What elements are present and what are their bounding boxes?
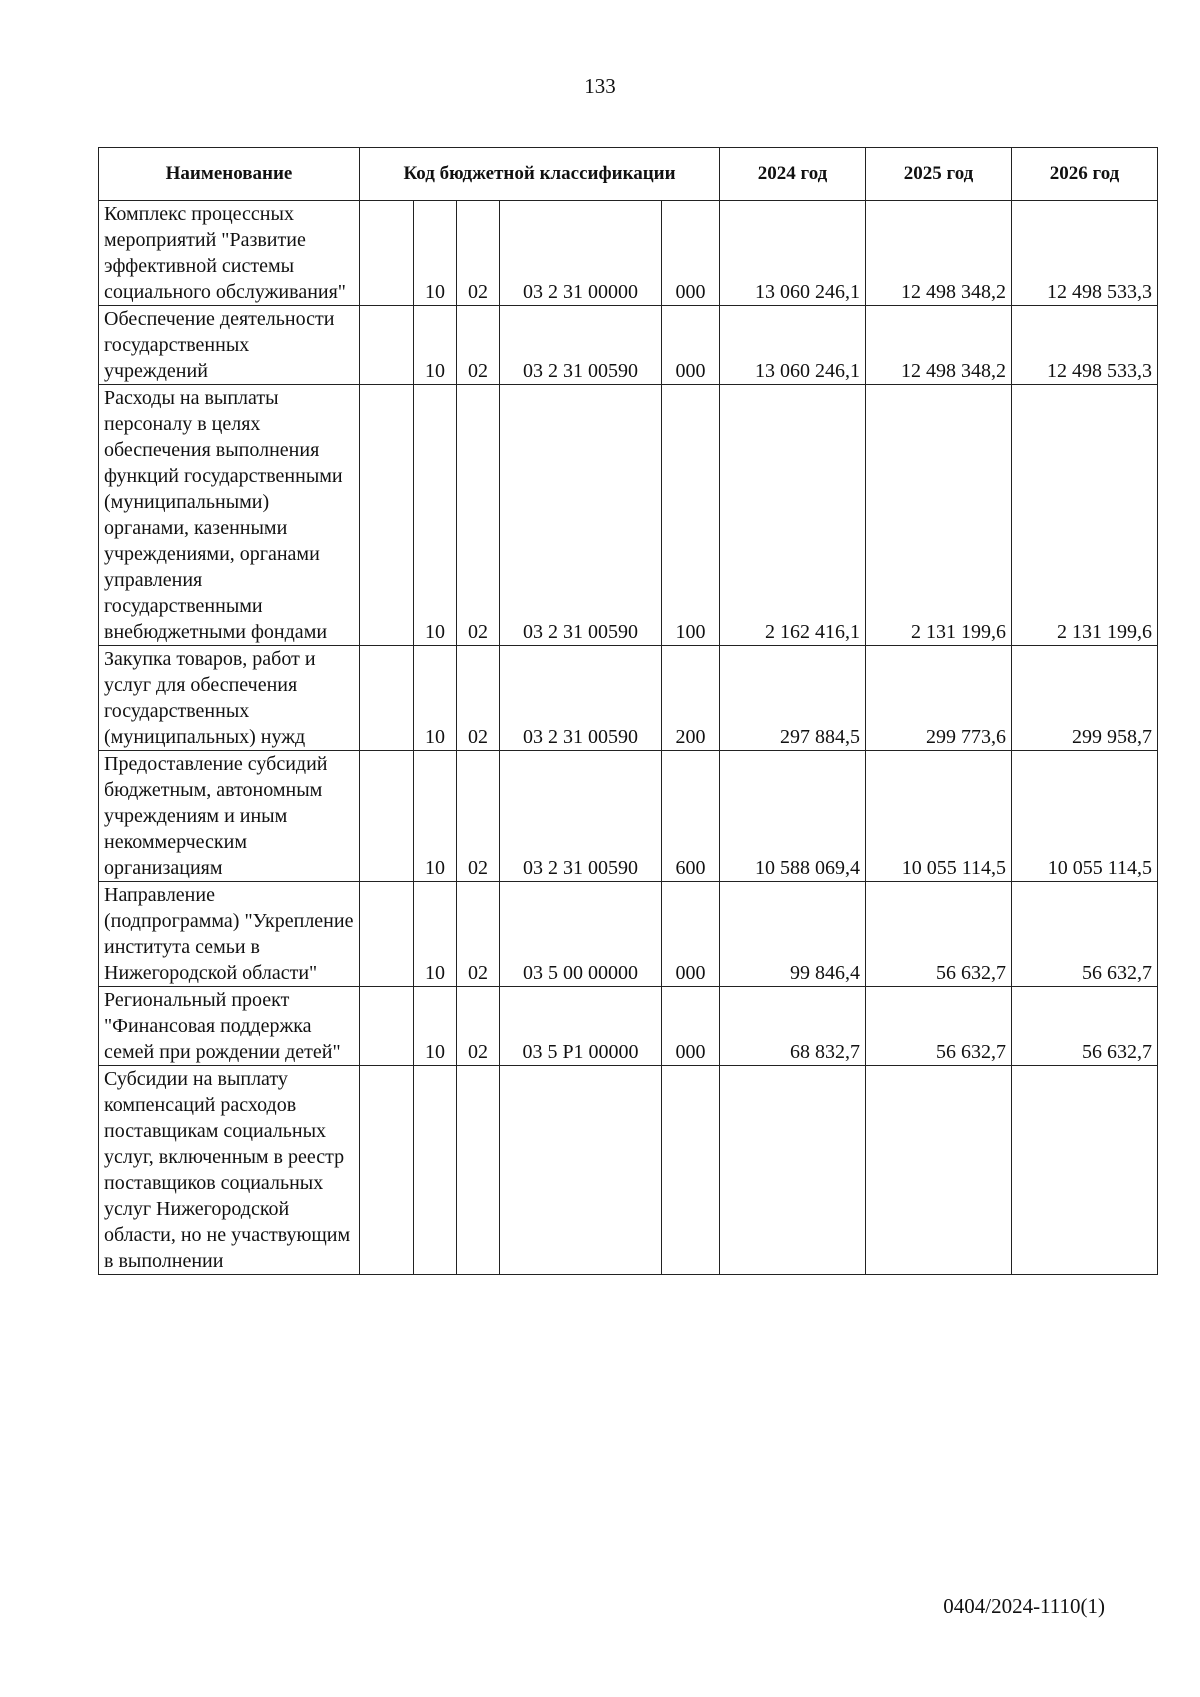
row-2025: [866, 1066, 1012, 1275]
row-blank-code: [360, 385, 414, 646]
row-2026: 12 498 533,3: [1012, 201, 1158, 306]
document-id: 0404/2024-1110(1): [943, 1594, 1105, 1618]
row-blank-code: [360, 201, 414, 306]
row-subsection: 02: [457, 306, 500, 385]
row-section: 10: [414, 646, 457, 751]
table-header-row: [99, 148, 1158, 201]
table-row: [99, 385, 1158, 646]
row-subsection: [457, 1066, 500, 1275]
row-target: 03 2 31 00590: [500, 751, 662, 882]
row-target: 03 2 31 00000: [500, 201, 662, 306]
row-2024: 13 060 246,1: [720, 306, 866, 385]
row-section: 10: [414, 306, 457, 385]
row-expense: 000: [662, 306, 720, 385]
row-name: Комплекс процессных мероприятий "Развитие эффективной системы социального обслуживания": [99, 201, 360, 306]
row-section: 10: [414, 201, 457, 306]
row-2026: 10 055 114,5: [1012, 751, 1158, 882]
table-row: [99, 201, 1158, 306]
row-name: Предоставление субсидий бюджетным, автономным учреждениям и иным некоммерческим организациям: [99, 751, 360, 882]
row-2026: 299 958,7: [1012, 646, 1158, 751]
row-2025: 10 055 114,5: [866, 751, 1012, 882]
row-blank-code: [360, 882, 414, 987]
budget-table: [98, 147, 1158, 1275]
row-expense: [662, 1066, 720, 1275]
header-name: Наименование: [99, 148, 360, 201]
row-blank-code: [360, 306, 414, 385]
row-name: Расходы на выплаты персоналу в целях обеспечения выполнения функций государственными (муниципальными) органами, казенными учреждениями, органами управления государственными внебюджетными фондами: [99, 385, 360, 646]
header-2026: 2026 год: [1012, 148, 1158, 201]
row-2026: 56 632,7: [1012, 987, 1158, 1066]
row-2026: 2 131 199,6: [1012, 385, 1158, 646]
row-2025: 299 773,6: [866, 646, 1012, 751]
header-2024: 2024 год: [720, 148, 866, 201]
row-target: [500, 1066, 662, 1275]
header-code: Код бюджетной классификации: [360, 148, 720, 201]
row-expense: 600: [662, 751, 720, 882]
row-subsection: 02: [457, 882, 500, 987]
row-blank-code: [360, 751, 414, 882]
header-2025: 2025 год: [866, 148, 1012, 201]
row-expense: 000: [662, 201, 720, 306]
row-name: Субсидии на выплату компенсаций расходов поставщикам социальных услуг, включенным в реестр поставщиков социальных услуг Нижегородской области, но не участвующим в выполнении: [99, 1066, 360, 1275]
row-target: 03 2 31 00590: [500, 646, 662, 751]
row-target: 03 2 31 00590: [500, 306, 662, 385]
row-2024: 99 846,4: [720, 882, 866, 987]
row-section: [414, 1066, 457, 1275]
row-name: Направление (подпрограмма) "Укрепление института семьи в Нижегородской области": [99, 882, 360, 987]
table-row: [99, 646, 1158, 751]
row-target: 03 2 31 00590: [500, 385, 662, 646]
row-section: 10: [414, 987, 457, 1066]
row-expense: 000: [662, 987, 720, 1066]
row-2024: 10 588 069,4: [720, 751, 866, 882]
table-row: [99, 882, 1158, 987]
row-2025: 12 498 348,2: [866, 201, 1012, 306]
row-2025: 56 632,7: [866, 882, 1012, 987]
row-2024: 2 162 416,1: [720, 385, 866, 646]
row-name: Обеспечение деятельности государственных учреждений: [99, 306, 360, 385]
row-name: Закупка товаров, работ и услуг для обеспечения государственных (муниципальных) нужд: [99, 646, 360, 751]
row-expense: 100: [662, 385, 720, 646]
table-row: [99, 1066, 1158, 1275]
row-2024: 297 884,5: [720, 646, 866, 751]
row-subsection: 02: [457, 751, 500, 882]
row-subsection: 02: [457, 987, 500, 1066]
row-2025: 2 131 199,6: [866, 385, 1012, 646]
row-2024: 13 060 246,1: [720, 201, 866, 306]
row-2024: 68 832,7: [720, 987, 866, 1066]
row-blank-code: [360, 646, 414, 751]
row-blank-code: [360, 1066, 414, 1275]
row-section: 10: [414, 882, 457, 987]
row-2025: 12 498 348,2: [866, 306, 1012, 385]
row-subsection: 02: [457, 201, 500, 306]
table-row: [99, 306, 1158, 385]
row-target: 03 5 00 00000: [500, 882, 662, 987]
row-expense: 000: [662, 882, 720, 987]
row-name: Региональный проект "Финансовая поддержка семей при рождении детей": [99, 987, 360, 1066]
row-2026: [1012, 1066, 1158, 1275]
table-row: [99, 987, 1158, 1066]
page-number: 133: [584, 74, 616, 98]
row-subsection: 02: [457, 646, 500, 751]
row-2025: 56 632,7: [866, 987, 1012, 1066]
row-expense: 200: [662, 646, 720, 751]
row-section: 10: [414, 385, 457, 646]
row-section: 10: [414, 751, 457, 882]
row-2026: 56 632,7: [1012, 882, 1158, 987]
row-2024: [720, 1066, 866, 1275]
row-target: 03 5 P1 00000: [500, 987, 662, 1066]
row-subsection: 02: [457, 385, 500, 646]
row-blank-code: [360, 987, 414, 1066]
row-2026: 12 498 533,3: [1012, 306, 1158, 385]
table-row: [99, 751, 1158, 882]
